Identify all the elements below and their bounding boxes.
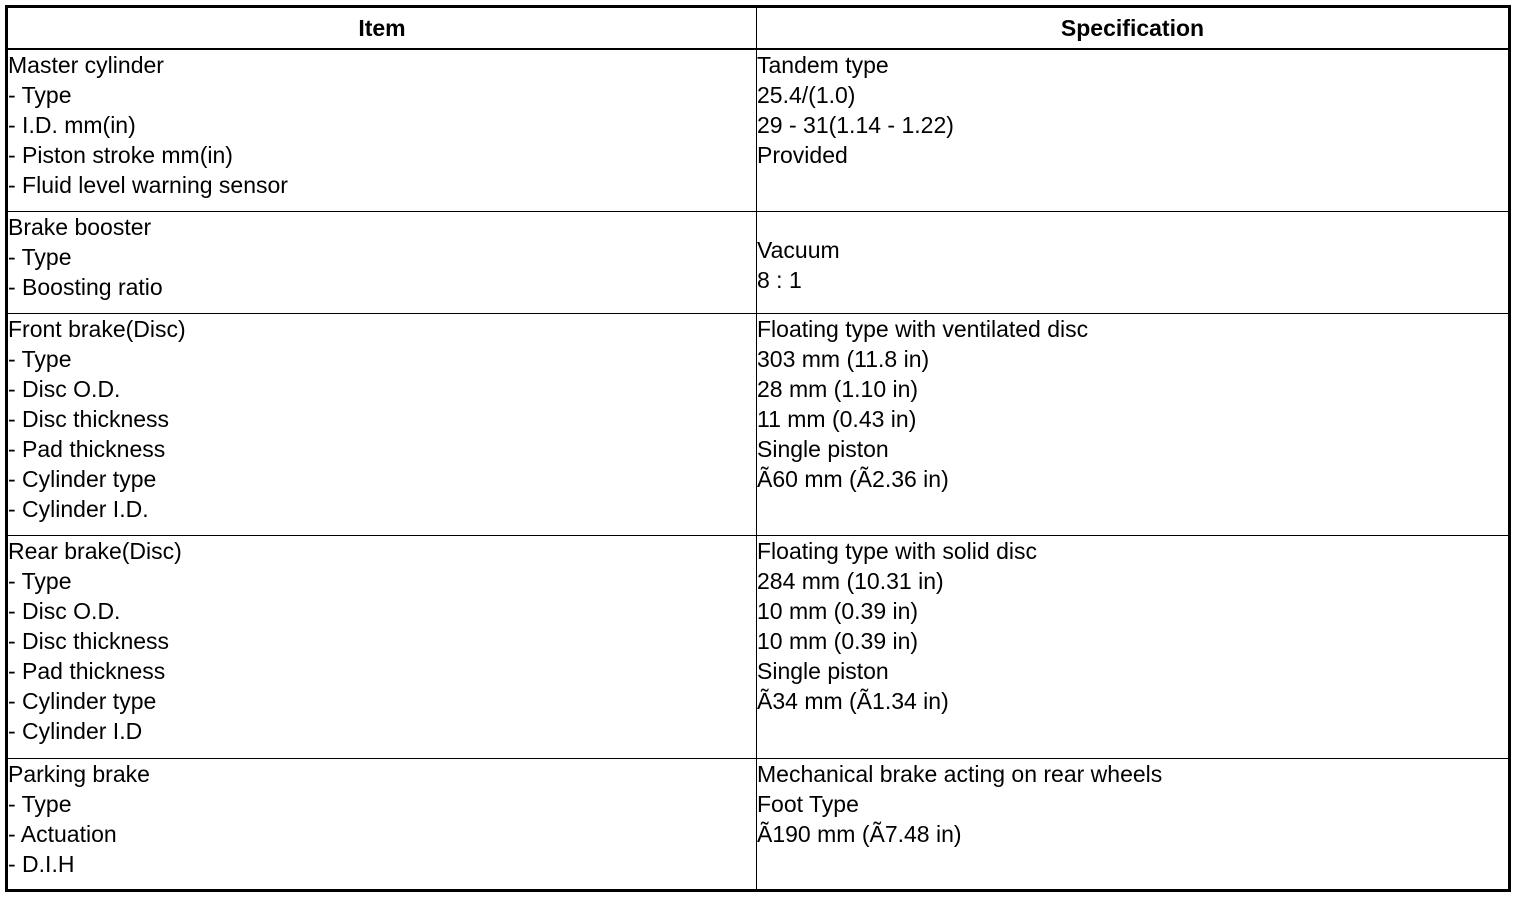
item-line: - Type [8, 567, 72, 594]
spec-line: 29 - 31(1.14 - 1.22) [757, 112, 954, 138]
item-cell [7, 49, 757, 211]
item-cell [7, 313, 757, 535]
spec-line: Floating type with solid disc [757, 537, 1037, 564]
item-line: - Disc O.D. [8, 597, 121, 624]
spec-line: 284 mm (10.31 in) [757, 567, 944, 594]
item-line: - I.D. mm(in) [8, 112, 136, 138]
item-line: - Fluid level warning sensor [8, 172, 288, 198]
header-row [7, 7, 1510, 50]
table-row-rear-brake [7, 535, 1510, 758]
item-line: - Piston stroke mm(in) [8, 142, 233, 168]
table-row-brake-booster [7, 211, 1510, 313]
spec-cell [757, 49, 1510, 211]
item-line: Rear brake(Disc) [8, 537, 182, 564]
table-row-parking-brake [7, 758, 1510, 890]
header-item: Item [7, 7, 757, 50]
table-row-master-cylinder [7, 49, 1510, 211]
spec-cell [757, 758, 1510, 890]
item-line: - Type [8, 790, 72, 817]
item-line: - Actuation [8, 820, 117, 847]
spec-line: Tandem type [757, 52, 889, 78]
item-line: Brake booster [8, 213, 152, 240]
spec-line: Ã60 mm (Ã2.36 in) [757, 465, 949, 492]
spec-line: 303 mm (11.8 in) [757, 345, 930, 372]
spec-line: 8 : 1 [757, 266, 802, 293]
item-line: - Cylinder type [8, 687, 157, 714]
spec-cell [757, 211, 1510, 313]
item-line: - Cylinder type [8, 465, 157, 492]
spec-cell [757, 313, 1510, 535]
item-line: - Type [8, 243, 72, 270]
item-cell [7, 211, 757, 313]
spec-line: Foot Type [757, 790, 859, 817]
spec-line: Single piston [757, 435, 889, 462]
item-line: - Cylinder I.D [8, 717, 143, 744]
item-line: - D.I.H [8, 850, 75, 877]
item-line: - Boosting ratio [8, 273, 163, 300]
spec-line: Single piston [757, 657, 889, 684]
item-line: - Type [8, 82, 72, 108]
header-specification: Specification [757, 7, 1510, 50]
spec-line: Vacuum [757, 236, 840, 263]
item-line: - Pad thickness [8, 435, 166, 462]
item-line: - Disc thickness [8, 627, 170, 654]
spec-line: 10 mm (0.39 in) [757, 627, 919, 654]
spec-line: Floating type with ventilated disc [757, 315, 1089, 342]
item-cell [7, 758, 757, 890]
item-line: - Cylinder I.D. [8, 495, 149, 522]
spec-line: 28 mm (1.10 in) [757, 375, 919, 402]
spec-line: Mechanical brake acting on rear wheels [757, 760, 1163, 787]
item-line: Front brake(Disc) [8, 315, 186, 342]
spec-line: Ã34 mm (Ã1.34 in) [757, 687, 949, 714]
item-line: - Disc O.D. [8, 375, 121, 402]
item-line: Master cylinder [8, 52, 164, 78]
spec-line: 11 mm (0.43 in) [757, 405, 917, 432]
item-line: - Pad thickness [8, 657, 166, 684]
spec-line: Provided [757, 142, 848, 168]
item-line: Parking brake [8, 760, 150, 787]
spec-line: 25.4/(1.0) [757, 82, 856, 108]
spec-line: Ã190 mm (Ã7.48 in) [757, 820, 962, 847]
table-row-front-brake [7, 313, 1510, 535]
spec-cell [757, 535, 1510, 758]
spec-line: 10 mm (0.39 in) [757, 597, 919, 624]
item-line: - Type [8, 345, 72, 372]
item-cell [7, 535, 757, 758]
item-line: - Disc thickness [8, 405, 170, 432]
specification-table [5, 5, 1511, 892]
